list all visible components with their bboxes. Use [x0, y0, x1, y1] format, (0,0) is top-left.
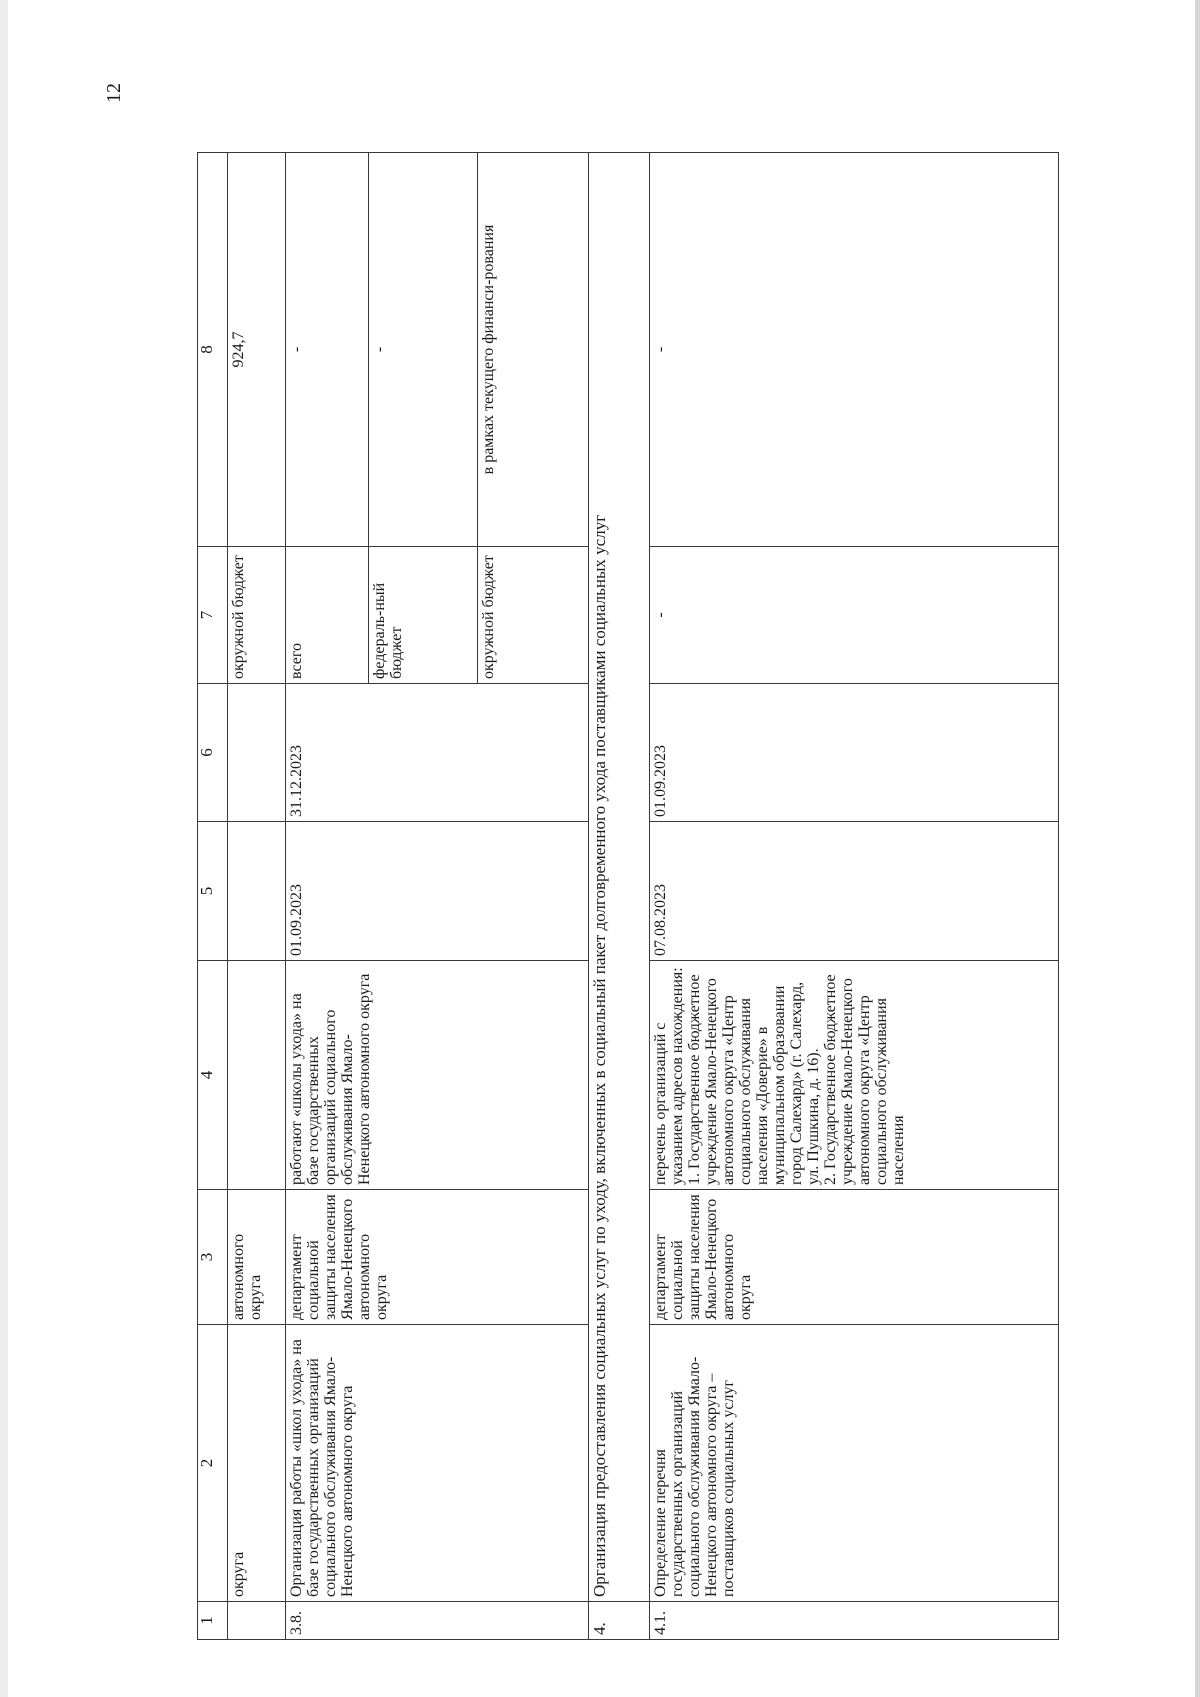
col-num-8: 8 [198, 153, 228, 547]
col-num-6: 6 [198, 684, 228, 822]
funding-amount: в рамках текущего финанси-рования [477, 153, 588, 547]
start-date: 01.09.2023 [286, 822, 588, 961]
col-num-5: 5 [198, 822, 228, 961]
page-number: 12 [103, 83, 125, 103]
executor: департамент социальной защиты населения Ямало-Ненецкого автономного округа [286, 1190, 588, 1325]
section-title: Организация предоставления социальных услуг по уходу, включенных в социальный пакет долговременного ухода поставщиками социальных услуг [588, 153, 649, 1602]
result: перечень организаций с указанием адресов нахождения: 1. Государственное бюджетное учреждение Ямало-Ненецкого автономного округа «Центр социального обслуживания населения «Доверие» в муниципальном образовании город Салехард» (г. Салехард, ул. Пушкина, д. 16). 2. Государственное бюджетное учреждение Ямало-Ненецкого автономного округа «Центр социального обслуживания населения [650, 961, 1059, 1190]
funding-source: всего [286, 547, 368, 684]
col-num-3: 3 [198, 1190, 228, 1325]
scan-left-edge [0, 0, 8, 1697]
col-num-7: 7 [198, 547, 228, 684]
end-date: 31.12.2023 [286, 684, 588, 822]
scan-right-edge [1195, 0, 1200, 1697]
cont-start-cell [227, 822, 285, 961]
cont-result-cell [227, 961, 285, 1190]
cont-num-cell [227, 1602, 285, 1640]
measure-name: Организация работы «школ ухода» на базе государственных организаций социального обслуживания Ямало-Ненецкого автономного округа [286, 1325, 588, 1602]
cont-end-cell [227, 684, 285, 822]
plan-table [197, 152, 1059, 1640]
result: работают «школы ухода» на базе государственных организаций социального обслуживания Ямало-Ненецкого автономного округа [286, 961, 588, 1190]
funding-source: федераль-ный бюджет [368, 547, 477, 684]
cont-name-cell: округа [227, 1325, 285, 1602]
cont-source-cell: окружной бюджет [227, 547, 285, 684]
measure-name: Определение перечня государственных организаций социального обслуживания Ямало-Ненецкого автономного округа – поставщиков социальных услуг [650, 1325, 1059, 1602]
funding-amount: - [650, 153, 1059, 547]
continuation-row [227, 153, 285, 1640]
funding-source: - [650, 547, 1059, 684]
rotated-table-wrapper [197, 153, 1059, 1640]
row-number: 3.8. [286, 1602, 588, 1640]
col-num-2: 2 [198, 1325, 228, 1602]
cont-amount-cell: 924,7 [227, 153, 285, 547]
section-number: 4. [588, 1602, 649, 1640]
funding-amount: - [286, 153, 368, 547]
column-numbers-row [198, 153, 228, 1640]
executor: департамент социальной защиты населения Ямало-Ненецкого автономного округа [650, 1190, 1059, 1325]
funding-source: окружной бюджет [477, 547, 588, 684]
cont-executor-cell: автономного округа [227, 1190, 285, 1325]
table-row-3-8 [286, 153, 368, 1640]
funding-amount: - [368, 153, 477, 547]
end-date: 01.09.2023 [650, 684, 1059, 822]
table-row-4-1 [650, 153, 1059, 1640]
section-row-4 [588, 153, 649, 1640]
row-number: 4.1. [650, 1602, 1059, 1640]
start-date: 07.08.2023 [650, 822, 1059, 961]
col-num-4: 4 [198, 961, 228, 1190]
col-num-1: 1 [198, 1602, 228, 1640]
